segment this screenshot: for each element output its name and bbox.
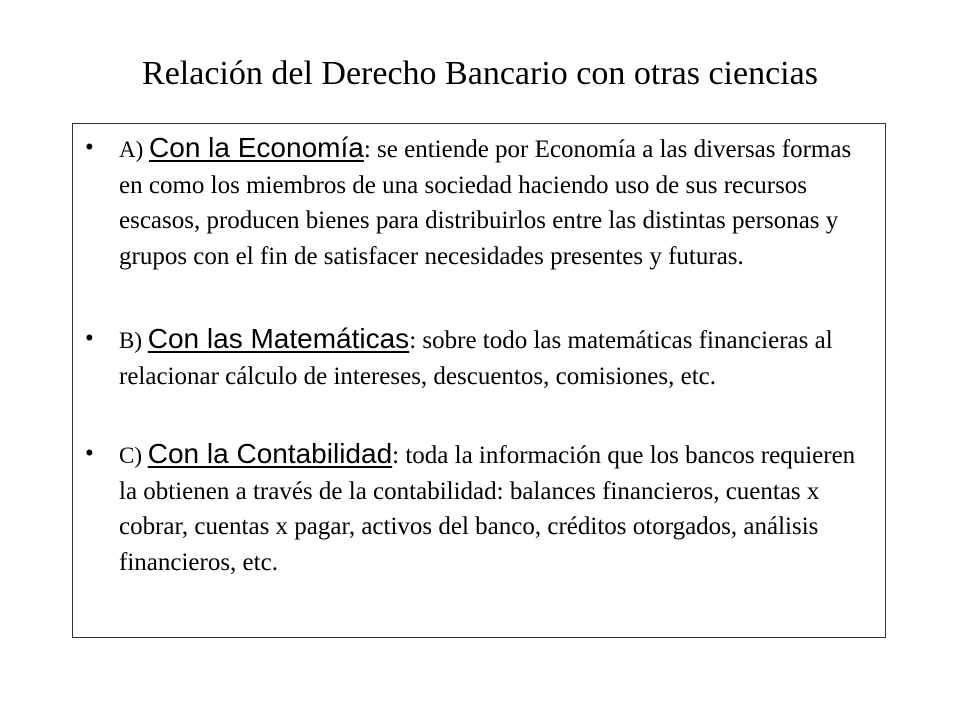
bullet-text bbox=[119, 321, 879, 394]
item-separator: : bbox=[392, 442, 406, 469]
bullet-dot: • bbox=[85, 134, 94, 161]
slide-title: Relación del Derecho Bancario con otras ciencias bbox=[142, 55, 818, 92]
item-letter: A) bbox=[119, 137, 150, 162]
item-separator: : bbox=[363, 136, 378, 163]
item-letter: B) bbox=[119, 328, 148, 353]
bullet-text bbox=[119, 436, 879, 580]
item-separator: : bbox=[409, 327, 423, 354]
item-description: toda la información que los bancos requieren la obtienen a través de la contabilidad: balances financieros, cuentas x cobrar, cuentas x pagar, activos del banco, créditos otorgados, análisis financieros, etc. bbox=[119, 442, 856, 576]
item-topic: Con la Economía bbox=[149, 132, 364, 163]
item-description: se entiende por Economía a las diversas formas en como los miembros de una sociedad haciendo uso de sus recursos escasos, producen bienes para distribuirlos entre las distintas personas y grupos con el fin de satisfacer necesidades presentes y futuras. bbox=[119, 136, 852, 270]
item-letter: C) bbox=[119, 443, 148, 468]
bullet-dot: • bbox=[85, 440, 94, 467]
bullet-item-economia bbox=[85, 130, 879, 274]
bullet-item-matematicas bbox=[85, 321, 879, 394]
item-description: sobre todo las matemáticas financieras al relacionar cálculo de intereses, descuentos, comisiones, etc. bbox=[119, 327, 833, 390]
bullet-text bbox=[119, 130, 879, 274]
item-topic: Con la Contabilidad bbox=[147, 438, 393, 469]
content-box bbox=[72, 123, 886, 638]
bullet-item-contabilidad bbox=[85, 436, 879, 580]
item-topic: Con las Matemáticas bbox=[147, 323, 410, 354]
bullet-dot: • bbox=[85, 325, 94, 352]
